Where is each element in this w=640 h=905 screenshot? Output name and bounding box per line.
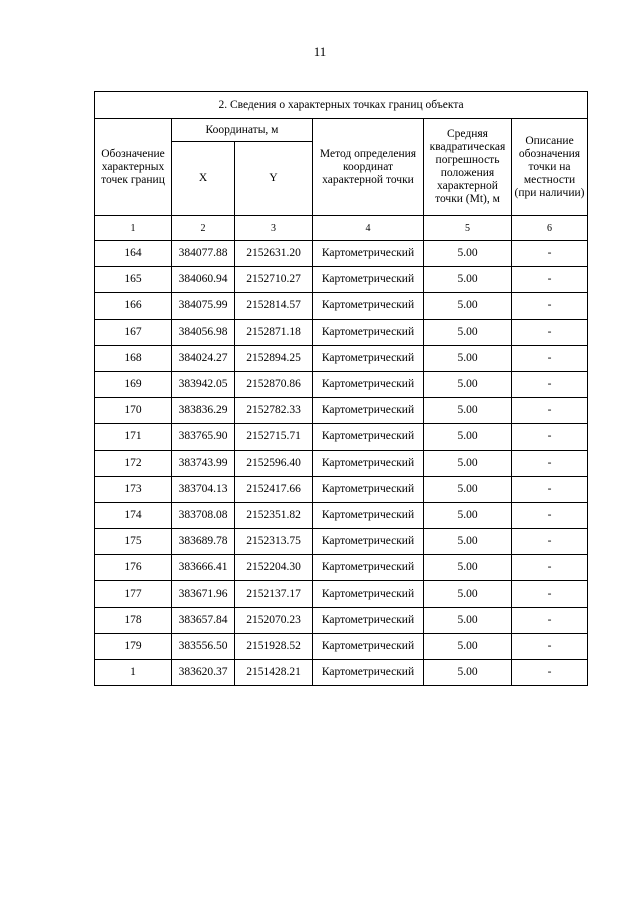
accuracy-cell: 5.00 (424, 267, 512, 293)
point-cell: 170 (95, 398, 172, 424)
method-cell: Картометрический (313, 241, 424, 267)
accuracy-cell: 5.00 (424, 607, 512, 633)
method-cell: Картометрический (313, 450, 424, 476)
accuracy-cell: 5.00 (424, 398, 512, 424)
point-cell: 173 (95, 476, 172, 502)
x-coordinate-cell: 383620.37 (172, 660, 235, 686)
point-cell: 177 (95, 581, 172, 607)
table-row (95, 450, 588, 476)
x-coordinate-cell: 383765.90 (172, 424, 235, 450)
table-row (95, 345, 588, 371)
y-coordinate-cell: 2151428.21 (235, 660, 313, 686)
description-cell: - (512, 398, 588, 424)
accuracy-cell: 5.00 (424, 502, 512, 528)
x-coordinate-cell: 383671.96 (172, 581, 235, 607)
x-coordinate-cell: 384077.88 (172, 241, 235, 267)
table-row (95, 660, 588, 686)
description-cell: - (512, 424, 588, 450)
point-cell: 178 (95, 607, 172, 633)
method-cell: Картометрический (313, 319, 424, 345)
accuracy-cell: 5.00 (424, 241, 512, 267)
table-row (95, 267, 588, 293)
y-coordinate-cell: 2152137.17 (235, 581, 313, 607)
column-number: 1 (95, 216, 172, 241)
column-number: 2 (172, 216, 235, 241)
y-coordinate-cell: 2152715.71 (235, 424, 313, 450)
y-coordinate-cell: 2152782.33 (235, 398, 313, 424)
method-cell: Картометрический (313, 633, 424, 659)
accuracy-cell: 5.00 (424, 633, 512, 659)
column-number: 3 (235, 216, 313, 241)
accuracy-cell: 5.00 (424, 293, 512, 319)
method-cell: Картометрический (313, 607, 424, 633)
accuracy-cell: 5.00 (424, 424, 512, 450)
x-coordinate-cell: 384060.94 (172, 267, 235, 293)
x-coordinate-cell: 384075.99 (172, 293, 235, 319)
method-cell: Картометрический (313, 424, 424, 450)
point-cell: 167 (95, 319, 172, 345)
column-number: 4 (313, 216, 424, 241)
point-cell: 171 (95, 424, 172, 450)
description-cell: - (512, 293, 588, 319)
point-cell: 176 (95, 555, 172, 581)
description-cell: - (512, 660, 588, 686)
table-row (95, 555, 588, 581)
y-coordinate-cell: 2152596.40 (235, 450, 313, 476)
section-title: 2. Сведения о характерных точках границ объекта (95, 92, 588, 119)
header-method: Метод определения координат характерной точки (313, 119, 424, 216)
column-number: 6 (512, 216, 588, 241)
y-coordinate-cell: 2152313.75 (235, 529, 313, 555)
x-coordinate-cell: 384024.27 (172, 345, 235, 371)
accuracy-cell: 5.00 (424, 555, 512, 581)
description-cell: - (512, 241, 588, 267)
point-cell: 165 (95, 267, 172, 293)
y-coordinate-cell: 2152710.27 (235, 267, 313, 293)
boundary-points-table (94, 91, 588, 686)
x-coordinate-cell: 383657.84 (172, 607, 235, 633)
x-coordinate-cell: 383708.08 (172, 502, 235, 528)
method-cell: Картометрический (313, 660, 424, 686)
description-cell: - (512, 633, 588, 659)
x-coordinate-cell: 383704.13 (172, 476, 235, 502)
table-row (95, 502, 588, 528)
table-row (95, 476, 588, 502)
method-cell: Картометрический (313, 502, 424, 528)
table-row (95, 633, 588, 659)
description-cell: - (512, 450, 588, 476)
y-coordinate-cell: 2151928.52 (235, 633, 313, 659)
x-coordinate-cell: 383556.50 (172, 633, 235, 659)
description-cell: - (512, 607, 588, 633)
accuracy-cell: 5.00 (424, 371, 512, 397)
method-cell: Картометрический (313, 293, 424, 319)
accuracy-cell: 5.00 (424, 529, 512, 555)
point-cell: 179 (95, 633, 172, 659)
point-cell: 166 (95, 293, 172, 319)
point-cell: 1 (95, 660, 172, 686)
x-coordinate-cell: 383942.05 (172, 371, 235, 397)
point-cell: 172 (95, 450, 172, 476)
column-number: 5 (424, 216, 512, 241)
y-coordinate-cell: 2152871.18 (235, 319, 313, 345)
y-coordinate-cell: 2152870.86 (235, 371, 313, 397)
point-cell: 169 (95, 371, 172, 397)
x-coordinate-cell: 384056.98 (172, 319, 235, 345)
header-y: Y (235, 142, 313, 216)
accuracy-cell: 5.00 (424, 476, 512, 502)
description-cell: - (512, 267, 588, 293)
description-cell: - (512, 555, 588, 581)
description-cell: - (512, 345, 588, 371)
point-cell: 175 (95, 529, 172, 555)
table-row (95, 398, 588, 424)
description-cell: - (512, 529, 588, 555)
point-cell: 164 (95, 241, 172, 267)
method-cell: Картометрический (313, 371, 424, 397)
table-row (95, 607, 588, 633)
y-coordinate-cell: 2152351.82 (235, 502, 313, 528)
accuracy-cell: 5.00 (424, 345, 512, 371)
header-point: Обозначение характерных точек границ (95, 119, 172, 216)
header-row (95, 119, 588, 142)
x-coordinate-cell: 383689.78 (172, 529, 235, 555)
y-coordinate-cell: 2152814.57 (235, 293, 313, 319)
table-row (95, 424, 588, 450)
accuracy-cell: 5.00 (424, 660, 512, 686)
y-coordinate-cell: 2152631.20 (235, 241, 313, 267)
page-number: 11 (313, 44, 327, 59)
header-x: X (172, 142, 235, 216)
accuracy-cell: 5.00 (424, 450, 512, 476)
point-cell: 174 (95, 502, 172, 528)
accuracy-cell: 5.00 (424, 319, 512, 345)
section-title-row (95, 92, 588, 119)
method-cell: Картометрический (313, 345, 424, 371)
table-row (95, 581, 588, 607)
method-cell: Картометрический (313, 529, 424, 555)
description-cell: - (512, 502, 588, 528)
column-number-row (95, 216, 588, 241)
y-coordinate-cell: 2152894.25 (235, 345, 313, 371)
x-coordinate-cell: 383743.99 (172, 450, 235, 476)
x-coordinate-cell: 383836.29 (172, 398, 235, 424)
header-description: Описание обозначения точки на местности (при наличии) (512, 119, 588, 216)
table-row (95, 241, 588, 267)
description-cell: - (512, 319, 588, 345)
method-cell: Картометрический (313, 581, 424, 607)
point-cell: 168 (95, 345, 172, 371)
x-coordinate-cell: 383666.41 (172, 555, 235, 581)
description-cell: - (512, 476, 588, 502)
table-row (95, 319, 588, 345)
method-cell: Картометрический (313, 398, 424, 424)
table-row (95, 293, 588, 319)
method-cell: Картометрический (313, 476, 424, 502)
table-row (95, 529, 588, 555)
method-cell: Картометрический (313, 267, 424, 293)
description-cell: - (512, 371, 588, 397)
accuracy-cell: 5.00 (424, 581, 512, 607)
description-cell: - (512, 581, 588, 607)
header-coordinates: Координаты, м (172, 119, 313, 142)
y-coordinate-cell: 2152070.23 (235, 607, 313, 633)
table-row (95, 371, 588, 397)
y-coordinate-cell: 2152417.66 (235, 476, 313, 502)
y-coordinate-cell: 2152204.30 (235, 555, 313, 581)
method-cell: Картометрический (313, 555, 424, 581)
header-accuracy: Средняя квадратическая погрешность положения характерной точки (Mt), м (424, 119, 512, 216)
